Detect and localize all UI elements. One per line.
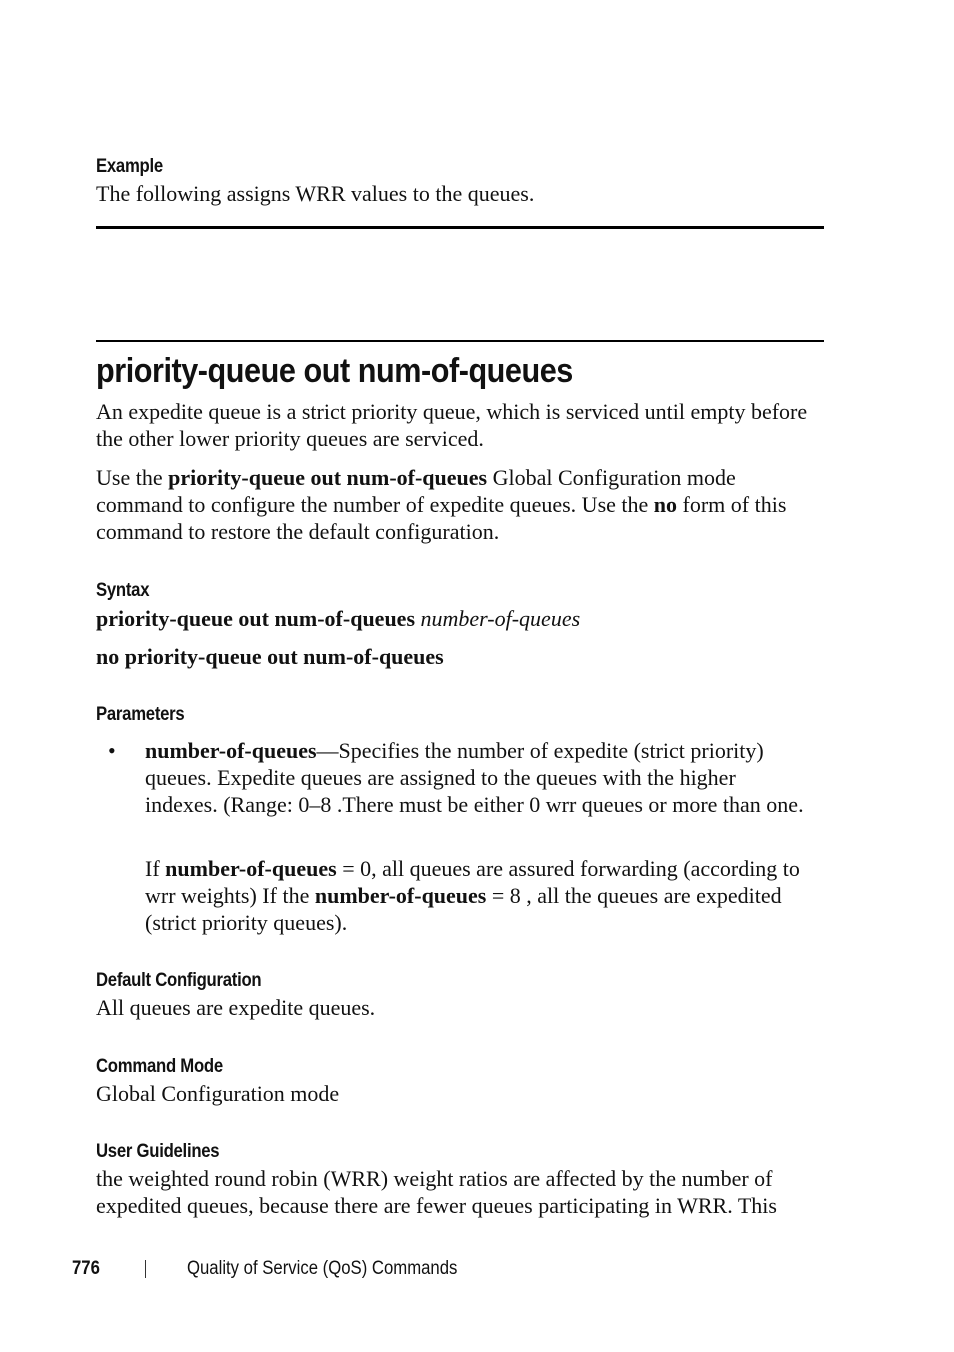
command-mode-heading: Command Mode [96, 1056, 223, 1077]
parameters-heading: Parameters [96, 704, 185, 725]
usage-no-keyword: no [653, 492, 678, 517]
default-config-heading: Default Configuration [96, 970, 262, 991]
parameter-detail: If number-of-queues = 0, all queues are assured forwarding (according to wrr weights) If the number-of-queues = 8 , all the queues are expedited (strict priority queues). [145, 856, 800, 935]
title-rule [96, 340, 824, 342]
page-title: priority-queue out num-of-queues [96, 352, 573, 390]
syntax-line-2: no priority-queue out num-of-queues [96, 644, 444, 669]
syntax-argument: number-of-queues [420, 606, 581, 631]
syntax-line-1: priority-queue out num-of-queues number-of-queues [96, 606, 581, 631]
footer-section-title: Quality of Service (QoS) Commands [187, 1258, 458, 1279]
default-config-text: All queues are expedite queues. [96, 995, 376, 1020]
bullet-marker: • [108, 738, 116, 763]
usage-command: priority-queue out num-of-queues [168, 465, 488, 490]
command-mode-text: Global Configuration mode [96, 1081, 340, 1106]
syntax-heading: Syntax [96, 580, 150, 601]
parameter-term: number-of-queues [145, 738, 317, 763]
usage-paragraph: Use the priority-queue out num-of-queues Global Configuration mode command to configure the number of expedite queues. Use the no form of this command to restore the default configuration. [96, 465, 787, 544]
parameter-item: number-of-queues—Specifies the number of expedite (strict priority) queues. Expedite queues are assigned to the queues with the higher indexes. (Range: 0–8 .There must be either 0 wrr queues or more than one. [145, 738, 804, 817]
intro-paragraph: An expedite queue is a strict priority queue, which is serviced until empty before the other lower priority queues are serviced. [96, 399, 808, 451]
section-divider [96, 226, 824, 229]
user-guidelines-heading: User Guidelines [96, 1141, 220, 1162]
footer-separator [145, 1260, 146, 1278]
page-number: 776 [72, 1258, 100, 1279]
example-heading: Example [96, 156, 163, 177]
user-guidelines-text: the weighted round robin (WRR) weight ratios are affected by the number of expedited queues, because there are fewer queues participating in WRR. This [96, 1166, 777, 1218]
example-text: The following assigns WRR values to the queues. [96, 181, 535, 206]
